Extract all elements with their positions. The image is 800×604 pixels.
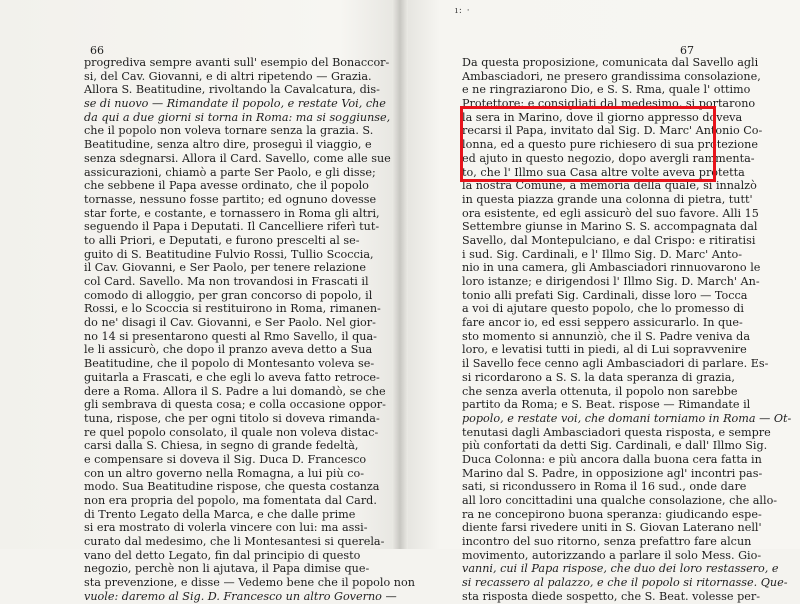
text-line: che il popolo non voleva tornare senza la grazia. S. bbox=[84, 124, 374, 138]
text-line: popolo, e restate voi, che domani torniamo in Roma — Ot- bbox=[462, 411, 792, 425]
text-line: non era propria del popolo, ma fomentata dal Card. bbox=[84, 494, 377, 507]
text-line: ora esistente, ed egli assicurò del suo favore. Alli 15 bbox=[462, 206, 759, 220]
text-line: carsi dalla S. Chiesa, in segno di grande fedeltà, bbox=[84, 439, 359, 453]
text-line: vano del detto Legato, fin dal principio di questo bbox=[84, 548, 361, 562]
text-line: curato dal medesimo, che li Montesantesi si querela- bbox=[84, 535, 385, 549]
text-line: all loro concittadini una qualche consolazione, che allo- bbox=[462, 494, 778, 507]
text-line: sto momento si annunziò, che il S. Padre veniva da bbox=[462, 329, 751, 343]
text-line: Settembre giunse in Marino S. S. accompagnata dal bbox=[462, 220, 758, 234]
text-line: guitarla a Frascati, e che egli lo aveva fatto retroce- bbox=[84, 370, 380, 384]
text-line: partito da Roma; e S. Beat. rispose — Rimandate il bbox=[462, 398, 751, 412]
text-line: loro istanze; e dirigendosi l' Illmo Sig. D. March' An- bbox=[462, 275, 760, 288]
text-line: no 14 si presentarono questi al Rmo Savello, il qua- bbox=[84, 329, 377, 343]
text-line: Marino dal S. Padre, in opposizione agl' incontri pas- bbox=[462, 466, 763, 480]
text-line: star forte, e costante, e tornassero in Roma gli altri, bbox=[84, 206, 380, 220]
text-line: sta risposta diede sospetto, che S. Beat. volesse per- bbox=[462, 589, 760, 603]
text-line: fare ancor io, ed essi seppero assicurarlo. In que- bbox=[462, 316, 743, 330]
text-line: seguendo il Papa i Deputati. Il Cancelliere riferì tut- bbox=[84, 220, 380, 234]
text-line: Protettore: e consigliati dal medesimo, si portarono bbox=[462, 97, 756, 111]
text-line: si era mostrato di volerla vincere con lui: ma assi- bbox=[84, 521, 368, 535]
text-line: con un altro governo nella Romagna, a lui più co- bbox=[84, 466, 365, 480]
text-line: che sebbene il Papa avesse ordinato, che il popolo bbox=[84, 179, 369, 193]
text-line: che senza averla ottenuta, il popolo non sarebbe bbox=[462, 384, 738, 398]
text-line: Rossi, e lo Scoccia si restituirono in Roma, rimanen- bbox=[84, 302, 381, 316]
text-line: di Trento Legato della Marca, e che dalle prime bbox=[84, 507, 356, 521]
text-line: ra ne concepirono buona speranza: giudicando espe- bbox=[462, 507, 762, 521]
text-line: sta prevenzione, e disse — Vedemo bene che il popolo non bbox=[84, 576, 415, 590]
text-line: il Cav. Giovanni, e Ser Paolo, per tenere relazione bbox=[84, 261, 367, 275]
text-line: tuna, rispose, che per ogni titolo si doveva rimanda- bbox=[84, 411, 380, 425]
text-line: re quel popolo consolato, il quale non voleva distac- bbox=[84, 425, 379, 439]
page-number-left: 66 bbox=[90, 44, 104, 57]
text-line: se di nuovo — Rimandate il popolo, e restate Voi, che bbox=[84, 97, 386, 111]
text-line: Da questa proposizione, comunicata dal Savello agli bbox=[462, 56, 759, 69]
text-line: dere a Roma. Allora il S. Padre a lui domandò, se che bbox=[84, 384, 386, 398]
text-line: col Card. Savello. Ma non trovandosi in Frascati il bbox=[84, 275, 369, 288]
text-line: to alli Priori, e Deputati, e furono prescelti al se- bbox=[84, 233, 360, 247]
text-line: Savello, dal Montepulciano, e dal Crispo: e ritiratisi bbox=[462, 233, 756, 247]
text-line: Beatitudine, che il popolo di Montesanto voleva se- bbox=[84, 357, 375, 371]
text-line: vanni, cui il Papa rispose, che duo dei loro restassero, e bbox=[462, 562, 779, 576]
text-line: più confortati da detti Sig. Cardinali, e dall' Illmo Sig. bbox=[462, 439, 768, 453]
text-line: si, del Cav. Giovanni, e di altri ripetendo — Grazia. bbox=[84, 69, 372, 83]
text-line: to, che l' Illmo sua Casa altre volte aveva protetta bbox=[462, 165, 745, 179]
text-line: Ambasciadori, ne presero grandissima consolazione, bbox=[462, 69, 761, 83]
text-line: a voi di ajutare questo popolo, che lo promesso di bbox=[462, 302, 744, 316]
text-line: e compensare si doveva il Sig. Duca D. Francesco bbox=[84, 452, 367, 466]
text-line: si recassero al palazzo, e che il popolo si ritornasse. Que- bbox=[462, 576, 788, 590]
text-line: tornasse, nessuno fosse partito; ed ognuno dovesse bbox=[84, 192, 377, 206]
text-line: il Savello fece cenno agli Ambasciadori di parlare. Es- bbox=[462, 357, 769, 371]
text-line: incontro del suo ritorno, senza prefattro fare alcun bbox=[462, 535, 752, 549]
text-line: progrediva sempre avanti sull' esempio del Bonaccor- bbox=[84, 56, 390, 69]
text-line: Duca Colonna: e più ancora dalla buona cera fatta in bbox=[462, 452, 762, 466]
text-line: comodo di alloggio, per gran concorso di popolo, il bbox=[84, 288, 373, 302]
text-line: loro, e levatisi tutti in piedi, al di Lui sopravvenire bbox=[462, 343, 747, 357]
text-line: nio in una camera, gli Ambasciadori rinnuovarono le bbox=[462, 261, 761, 275]
text-line: Allora S. Beatitudine, rivoltando la Cavalcatura, dis- bbox=[84, 83, 380, 97]
text-line: la sera in Marino, dove il giorno appresso doveva bbox=[462, 110, 743, 124]
text-line: gli sembrava di questa cosa; e colla occasione oppor- bbox=[84, 398, 386, 412]
text-line: guito di S. Beatitudine Fulvio Rossi, Tullio Scoccia, bbox=[84, 247, 374, 261]
text-line: e ne ringraziarono Dio, e S. S. Rma, quale l' ottimo bbox=[462, 83, 751, 97]
highlight-box bbox=[460, 106, 716, 182]
text-line: tenutasi dagli Ambasciadori questa risposta, e sempre bbox=[462, 425, 771, 439]
text-line: do ne' disagi il Cav. Giovanni, e Ser Paolo. Nel gior- bbox=[84, 316, 376, 330]
text-line: senza sdegnarsi. Allora il Card. Savello, come alle sue bbox=[84, 151, 391, 165]
text-line: i sud. Sig. Cardinali, e l' Illmo Sig. D. Marc' Anto- bbox=[462, 247, 743, 261]
text-line: da qui a due giorni si torna in Roma: ma si soggiunse, bbox=[84, 110, 391, 124]
text-line: sati, si ricondussero in Roma il 16 sud., onde dare bbox=[462, 480, 747, 494]
book-gutter bbox=[392, 0, 408, 549]
text-line: vuole: daremo al Sig. D. Francesco un altro Governo — bbox=[84, 589, 397, 603]
text-line: diente farsi rivedere uniti in S. Giovan Laterano nell' bbox=[462, 521, 762, 535]
text-line: ed ajuto in questo negozio, dopo avergli rammenta- bbox=[462, 151, 755, 165]
text-line: si ricordarono a S. S. la data speranza di grazia, bbox=[462, 370, 735, 384]
text-line: assicurazioni, chiamò a parte Ser Paolo, e gli disse; bbox=[84, 165, 376, 179]
top-margin-mark: ı: · bbox=[455, 6, 471, 16]
text-line: le li assicurò, che dopo il pranzo aveva detto a Sua bbox=[84, 343, 373, 357]
text-line: modo. Sua Beatitudine rispose, che questa costanza bbox=[84, 480, 380, 494]
left-text-column bbox=[84, 56, 415, 604]
text-line: negozio, perchè non li ajutava, il Papa dimise que- bbox=[84, 562, 370, 576]
text-line: movimento, autorizzando a parlare il solo Mess. Gio- bbox=[462, 548, 762, 562]
text-line: tonio alli prefati Sig. Cardinali, disse loro — Tocca bbox=[462, 288, 748, 302]
text-line: recarsi il Papa, invitato dal Sig. D. Marc' Antonio Co- bbox=[462, 124, 763, 138]
text-line: lonna, ed a questo pure richiesero di sua protezione bbox=[462, 138, 758, 152]
text-line: la nostra Comune, a memoria della quale, si innalzò bbox=[462, 179, 757, 193]
text-line: Beatitudine, senza altro dire, proseguì il viaggio, e bbox=[84, 138, 372, 152]
page-number-right: 67 bbox=[680, 44, 694, 57]
text-line: in questa piazza grande una colonna di pietra, tutt' bbox=[462, 192, 753, 206]
